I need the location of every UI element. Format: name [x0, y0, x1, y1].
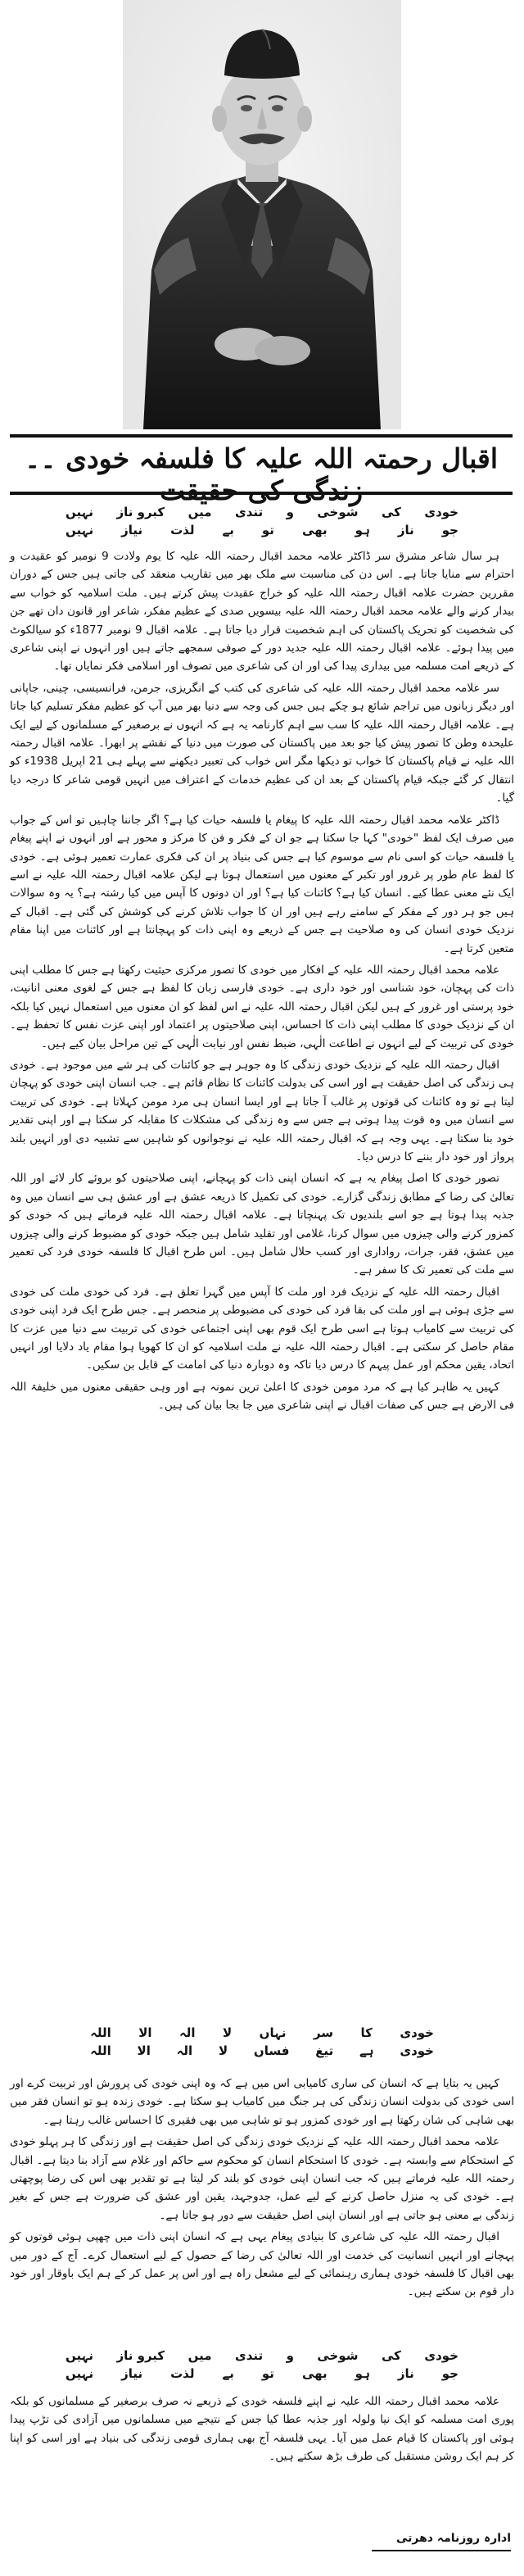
couplet-word: کی [381, 505, 401, 519]
verse-word: کا [360, 2025, 373, 2040]
couplet-word: شوخی [317, 505, 359, 519]
paragraph: کہیں یہ ظاہر کیا ہے کہ مرد مومن خودی کا اعلیٰ ترین نمونہ ہے اور وہی حقیقی معنوں میں خلیفۃ اللہ فی الارض ہے جس کی صفات اقبال نے اپنی شاعری میں جا بجا بیان کی ہیں۔ [10, 1380, 514, 1413]
couplet-word: جو [441, 523, 458, 537]
couplet-word: خودی [424, 505, 458, 519]
couplet-word: نیاز [121, 523, 143, 537]
couplet-word: نیاز [121, 2366, 143, 2381]
paragraph: علامہ محمد اقبال رحمتہ اللہ علیہ کے نزدیک خودی زندگی کی اصل حقیقت ہے اور زندگی کا ہر پہلو خودی کے استحکام سے وابستہ ہے۔ خودی کا استحکام انسان کو محکوم سے حاکم اور غلام سے آزاد بنا دیتا ہے۔ اقبال رحمتہ اللہ علیہ فرماتے ہیں کہ جب انسان اپنی خودی کو بلند کر لیتا ہے تو تقدیر بھی اس کی رضا پوچھتی ہے۔ خودی کی یہ منزل حاصل کرنے کے لیے عمل، جدوجہد، یقین اور عشق کی ضرورت ہے جس کے بغیر زندگی بے معنی ہو جاتی ہے اور انسان اپنی اصل حقیقت سے دور ہو جاتا ہے۔ [10, 2135, 514, 2222]
couplet-line-1 [66, 2348, 458, 2363]
paragraph: علامہ محمد اقبال رحمتہ اللہ علیہ نے اپنے فلسفہ خودی کے ذریعے نہ صرف برصغیر کے مسلمانوں کو بلکہ پوری امت مسلمہ کو ایک نیا ولولہ اور جذبہ عطا کیا جس کے نتیجے میں مسلمانوں میں آزادی کی تڑپ پیدا ہوئی اور پاکستان کا قیام عمل میں آیا۔ یہی فلسفہ آج بھی ہماری قومی زندگی کی بنیاد ہے اور اسی کو اپنا کر ہم ایک روشن مستقبل کی طرف بڑھ سکتے ہیں۔ [10, 2395, 514, 2464]
article-body-part-c [10, 2392, 514, 2469]
paragraph: اقبال رحمتہ اللہ علیہ کی شاعری کا بنیادی پیغام یہی ہے کہ انسان اپنی ذات میں چھپی ہوئی قوتوں کو پہچانے اور انہیں انسانیت کی خدمت اور اللہ تعالیٰ کی رضا کے حصول کے لیے استعمال کرے۔ آج کے دور میں بھی اقبال کا فلسفہ خودی ہماری رہنمائی کے لیے مشعل راہ ہے اور اس پر عمل کر کے ہم ایک باوقار اور خود دار قوم بن سکتے ہیں۔ [10, 2230, 514, 2299]
verse-word: لا [223, 2025, 233, 2040]
couplet-word: نہیں [66, 505, 94, 519]
couplet-word: ہو [355, 523, 370, 537]
paragraph: ہر سال شاعر مشرق سر ڈاکٹر علامہ محمد اقبال رحمتہ اللہ علیہ کا یوم ولادت 9 نومبر کو عقیدت و احترام سے منایا جاتا ہے۔ اس دن کی مناسبت سے ملک بھر میں تقاریب منعقد کی جاتی ہیں جس کے دوران مقررین حضرت علامہ اقبال رحمتہ اللہ علیہ کو خراج عقیدت پیش کرتے ہیں۔ ملت اسلامیہ کو خواب سے بیدار کرنے والے علامہ محمد اقبال رحمتہ اللہ علیہ بیسویں صدی کے عظیم مفکر، شاعر اور قانون دان تھے جن کی شخصیت کو تحریک پاکستان کی اہم شخصیت قرار دیا جاتا ہے۔ علامہ اقبال 9 نومبر 1877ء کو سیالکوٹ میں پیدا ہوئے۔ علامہ اقبال رحمتہ اللہ علیہ جدید دور کے صوفی سمجھے جاتے ہیں اور انہوں نے اپنی شاعری کے ذریعے امت مسلمہ میں بیداری پیدا کی اور ان کی شاعری میں تصوف اور اسلامی فکر نمایاں تھا۔ [10, 550, 514, 673]
verse-word: الہ [176, 2043, 193, 2058]
article-body-part-a [10, 547, 514, 1418]
verse-word: تیغ [315, 2043, 334, 2058]
article-title: اقبال رحمتہ اللہ علیہ کا فلسفہ خودی ۔۔ زندگی کی حقیقت [24, 442, 499, 506]
couplet-word: ناز [397, 523, 414, 537]
couplet-word: شوخی [317, 2348, 359, 2363]
couplet-word: تو [261, 2366, 274, 2381]
couplet-word: لذت [170, 523, 195, 537]
article-body-part-b [10, 2075, 514, 2305]
paragraph: اقبال رحمتہ اللہ علیہ کے نزدیک فرد اور ملت کا آپس میں گہرا تعلق ہے۔ فرد کی خودی ملت کی خودی سے جڑی ہوئی ہے اور ملت کی بقا فرد کی خودی کی مضبوطی پر منحصر ہے۔ جس طرح ایک فرد اپنی خودی کی تربیت سے کامیاب ہوتا ہے اسی طرح ایک قوم بھی اپنی اجتماعی خودی کی تربیت سے دنیا میں عزت کا مقام حاصل کر سکتی ہے۔ اقبال رحمتہ اللہ علیہ نے ملت اسلامیہ کو ان کا کھویا ہوا مقام یاد دلایا اور انہیں اتحاد، یقین محکم اور عمل پیہم کا درس دیا تاکہ وہ دوبارہ دنیا کی امامت کے قابل بن سکیں۔ [10, 1285, 514, 1372]
couplet-word: نہیں [66, 2348, 94, 2363]
verse-word: ہے [359, 2043, 374, 2058]
verse-word: خودی [400, 2025, 434, 2040]
couplet-word: میں [187, 2348, 212, 2363]
verse-line-1 [90, 2025, 434, 2040]
couplet-line-2 [66, 2366, 458, 2381]
couplet-word: نہیں [66, 523, 94, 537]
verse-word: خودی [400, 2043, 434, 2058]
couplet-bottom [66, 2345, 458, 2384]
portrait-drawing [0, 0, 524, 429]
paragraph: ڈاکٹر علامہ محمد اقبال رحمتہ اللہ علیہ کا پیغام یا فلسفہ حیات کیا ہے؟ اگر جاننا چاہیں تو اس کے جواب میں صرف ایک لفظ "خودی" کہا جا سکتا ہے جو ان کے فکر و فن کا مرکز و محور ہے اور انہوں نے اپنے پیغام یا فلسفہ حیات کو اسی نام سے موسوم کیا ہے جس کی بنیاد پر ان کی فکری عمارت تعمیر ہوئی ہے۔ خودی کا لفظ عام طور پر غرور اور تکبر کے معنوں میں استعمال ہوتا ہے لیکن علامہ اقبال رحمتہ اللہ علیہ نے اسے ایک نئے معنی عطا کیے۔ انسان کیا ہے؟ کائنات کیا ہے؟ اور ان دونوں کا آپس میں کیا رشتہ ہے؟ یہ وہ سوالات ہیں جو ہر دور کے مفکر کے سامنے رہے ہیں اور ان کا جواب تلاش کرنے کی کوشش کی گئی ہے۔ اقبال کے نزدیک خودی انسان کی وہ صلاحیت ہے جس کے ذریعے وہ اپنی ذات کو پہچانتا ہے اور کائنات میں اپنا مقام متعین کرتا ہے۔ [10, 813, 514, 955]
couplet-line-2 [66, 523, 458, 537]
title-banner [10, 434, 513, 506]
couplet-word: تو [261, 523, 274, 537]
verse-word: الا [138, 2025, 152, 2040]
couplet-line-1 [66, 505, 458, 519]
portrait-illustration [0, 0, 524, 429]
couplet-word: لذت [170, 2366, 195, 2381]
couplet-word: و [286, 2348, 294, 2363]
couplet-word: تندی [234, 2348, 264, 2363]
couplet-word: بھی [301, 2366, 328, 2381]
verse-word: سر [313, 2025, 334, 2040]
paragraph: کہیں یہ بتایا ہے کہ انسان کی ساری کامیابی اس میں ہے کہ وہ اپنی خودی کی پرورش اور تربیت کرے اور اسی خودی کی بدولت انسان زندگی کی ہر جنگ میں کامیاب ہو سکتا ہے۔ خودی زندہ ہو تو انسان فقر میں بھی شاہی کی شان رکھتا ہے اور خودی کمزور ہو تو شاہی میں بھی فقیری کا احساس غالب رہتا ہے۔ [10, 2077, 514, 2127]
couplet-word: کی [381, 2348, 401, 2363]
verse-line-2 [90, 2043, 434, 2058]
couplet-word: بھی [301, 523, 328, 537]
verse-word: لا [218, 2043, 228, 2058]
verse-word: اللہ [90, 2025, 111, 2040]
couplet-word: و [286, 505, 294, 519]
couplet-word: میں [187, 505, 212, 519]
couplet-word: ناز [397, 2366, 414, 2381]
verse-middle [90, 2022, 434, 2061]
couplet-word: جو [441, 2366, 458, 2381]
couplet-word: کبرو ناز [116, 2348, 165, 2363]
paragraph: تصور خودی کا اصل پیغام یہ ہے کہ انسان اپنی ذات کو پہچانے، اپنی صلاحیتوں کو بروئے کار لائے اور اللہ تعالیٰ کی رضا کے مطابق زندگی گزارے۔ خودی کی تکمیل کا ذریعہ عشق ہے اور عشق ہی سے انسان میں وہ جذبہ پیدا ہوتا ہے جو اسے بلندیوں تک پہنچاتا ہے۔ علامہ اقبال رحمتہ اللہ علیہ فرماتے ہیں کہ خودی کو کمزور کرنے والی چیزوں میں سوال کرنا، غلامی اور تقلید شامل ہیں جبکہ خودی کو مضبوط کرنے والی چیزوں میں عشق، فقر، جرات، رواداری اور کسب حلال شامل ہیں۔ اس طرح اقبال کا فلسفہ خودی فرد کی تعمیر سے ملت کی تعمیر تک کا سفر ہے۔ [10, 1172, 514, 1277]
source-credit: ادارہ روزنامہ دھرتی [395, 2532, 511, 2545]
couplet-word: بے [222, 2366, 234, 2381]
verse-word: فساں [253, 2043, 290, 2058]
verse-word: الا [137, 2043, 151, 2058]
verse-word: اللہ [90, 2043, 111, 2058]
verse-word: نہاں [259, 2025, 287, 2040]
couplet-top [66, 501, 458, 541]
couplet-word: ہو [355, 2366, 370, 2381]
couplet-word: نہیں [66, 2366, 94, 2381]
couplet-word: بے [222, 523, 234, 537]
paragraph: علامہ محمد اقبال رحمتہ اللہ علیہ کے افکار میں خودی کا تصور مرکزی حیثیت رکھتا ہے جس کا مطلب اپنی ذات کی پہچان، خود شناسی اور خود داری ہے۔ خودی فارسی زبان کا لفظ ہے جس کے لغوی معنی انانیت، خود پرستی اور غرور کے ہیں لیکن اقبال رحمتہ اللہ علیہ نے اس لفظ کو ان معنوں میں استعمال نہیں کیا بلکہ ان کے نزدیک خودی کا مطلب اپنی ذات کا احساس، اپنی صلاحیتوں پر اعتماد اور اپنی عزت نفس کا تحفظ ہے۔ خودی کی تربیت کے لیے انہوں نے اطاعت الٰہی، ضبط نفس اور نیابت الٰہی کے تین مراحل بیان کیے ہیں۔ [10, 963, 514, 1050]
verse-word: الہ [179, 2025, 196, 2040]
paragraph: اقبال رحمتہ اللہ علیہ کے نزدیک خودی زندگی کا وہ جوہر ہے جو کائنات کی ہر شے میں موجود ہے۔ خودی ہی زندگی کی اصل حقیقت ہے اور اسی کی بدولت کائنات کا نظام قائم ہے۔ جب انسان اپنی خودی کو پہچان لیتا ہے تو وہ کائنات کی قوتوں پر غالب آ جاتا ہے اور ایسا انسان ہی مرد مومن کہلاتا ہے۔ خودی کی تربیت سے انسان میں وہ قوت پیدا ہوتی ہے جس سے وہ زندگی کی مشکلات کا مقابلہ کر سکتا ہے اور اپنی تقدیر خود بنا سکتا ہے۔ یہی وجہ ہے کہ اقبال رحمتہ اللہ علیہ نے نوجوانوں کو شاہین سے تشبیہ دی اور انہیں بلند پرواز اور خود دار بننے کا درس دیا۔ [10, 1058, 514, 1163]
couplet-word: تندی [234, 505, 264, 519]
couplet-word: کبرو ناز [116, 505, 165, 519]
couplet-word: خودی [424, 2348, 458, 2363]
paragraph: سر علامہ محمد اقبال رحمتہ اللہ علیہ کی شاعری کی کتب کے انگریزی، جرمن، فرانسیسی، چینی، جاپانی اور دیگر زبانوں میں تراجم شائع ہو چکے ہیں جس کی وجہ سے دنیا بھر میں آپ کو عظیم مفکر تسلیم کیا جاتا ہے۔ علامہ اقبال رحمتہ اللہ علیہ کا سب سے اہم کارنامہ یہ ہے کہ انہوں نے برصغیر کے مسلمانوں کے لیے ایک علیحدہ وطن کا تصور پیش کیا جو بعد میں پاکستان کی صورت میں دنیا کے نقشے پر ابھرا۔ علامہ اقبال رحمتہ اللہ علیہ نے قیام پاکستان کا خواب تو دیکھا مگر اس خواب کی تعبیر دیکھنے سے پہلے ہی 21 اپریل 1938ء کو انتقال کر گئے جبکہ قیام پاکستان کے بعد ان کی عظیم خدمات کے اعتراف میں انہیں قومی شاعر کا درجہ دیا گیا۔ [10, 681, 514, 805]
source-underline [372, 2550, 511, 2551]
